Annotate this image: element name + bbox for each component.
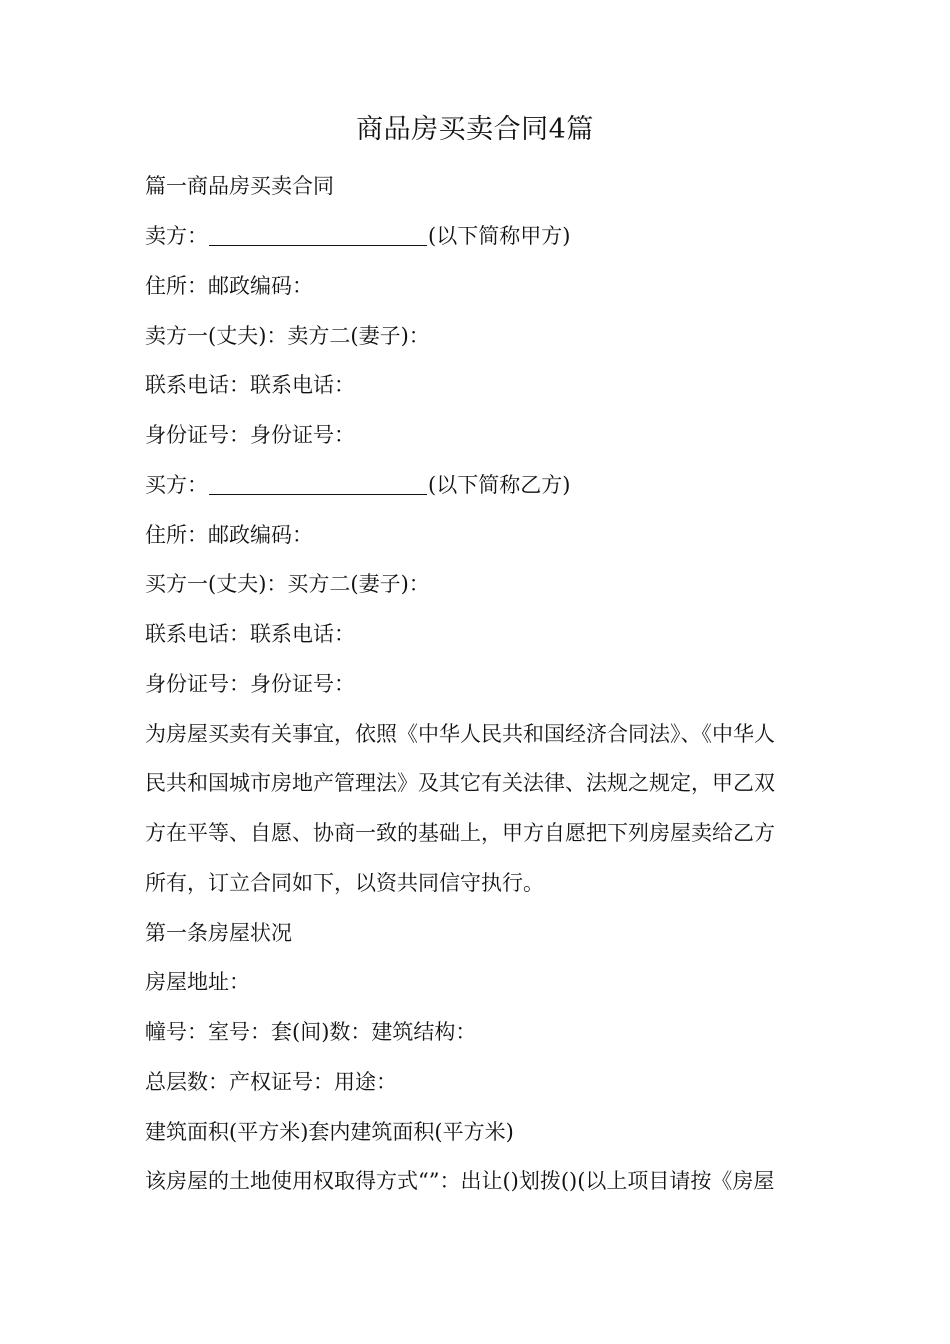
preamble-line: 为房屋买卖有关事宜，依照《中华人民共和国经济合同法》、《中华人 bbox=[145, 722, 775, 746]
buyer-persons-line: 买方一(丈夫)：买方二(妻子)： bbox=[145, 572, 430, 596]
section-heading: 篇一商品房买卖合同 bbox=[145, 174, 334, 198]
buyer-suffix: (以下简称乙方) bbox=[428, 473, 571, 497]
seller-line bbox=[145, 222, 570, 250]
preamble-line: 方在平等、自愿、协商一致的基础上，甲方自愿把下列房屋卖给乙方 bbox=[145, 821, 775, 845]
document-title: 商品房买卖合同4篇 bbox=[356, 114, 594, 145]
building-info-line: 幢号：室号：套(间)数：建筑结构： bbox=[145, 1020, 477, 1044]
buyer-address-line: 住所：邮政编码： bbox=[145, 523, 313, 547]
article1-heading: 第一条房屋状况 bbox=[145, 921, 292, 945]
seller-address-line: 住所：邮政编码： bbox=[145, 274, 313, 298]
seller-phone-line: 联系电话：联系电话： bbox=[145, 373, 355, 397]
seller-label: 卖方： bbox=[145, 224, 208, 248]
area-info-line: 建筑面积(平方米)套内建筑面积(平方米) bbox=[145, 1120, 514, 1144]
seller-persons-line: 卖方一(丈夫)：卖方二(妻子)： bbox=[145, 324, 430, 348]
seller-id-line: 身份证号：身份证号： bbox=[145, 423, 355, 447]
buyer-label: 买方： bbox=[145, 473, 208, 497]
buyer-phone-line: 联系电话：联系电话： bbox=[145, 622, 355, 646]
preamble-line: 民共和国城市房地产管理法》及其它有关法律、法规之规定，甲乙双 bbox=[145, 771, 775, 795]
buyer-id-line: 身份证号：身份证号： bbox=[145, 672, 355, 696]
house-address-line: 房屋地址： bbox=[145, 970, 250, 994]
buyer-name-blank bbox=[209, 474, 427, 495]
buyer-line bbox=[145, 471, 570, 499]
floors-info-line: 总层数：产权证号：用途： bbox=[145, 1070, 397, 1094]
preamble-line: 所有，订立合同如下，以资共同信守执行。 bbox=[145, 871, 544, 895]
seller-suffix: (以下简称甲方) bbox=[428, 224, 571, 248]
seller-name-blank bbox=[209, 225, 427, 246]
land-use-line: 该房屋的土地使用权取得方式“”：出让()划拨()(以上项目请按《房屋 bbox=[145, 1169, 775, 1193]
